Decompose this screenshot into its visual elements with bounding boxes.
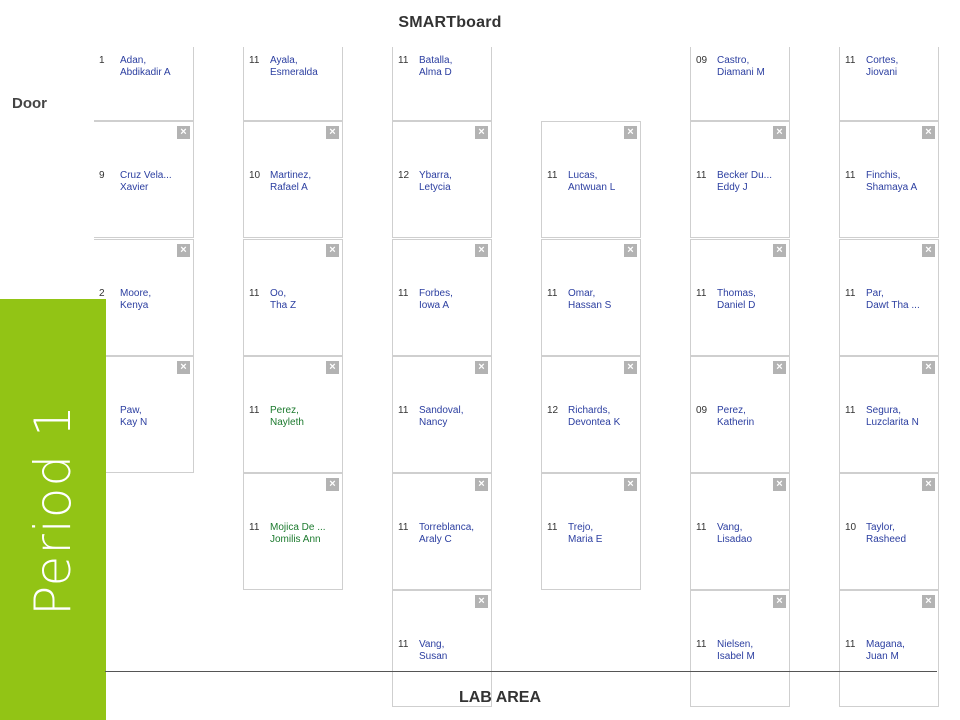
remove-icon[interactable]: × [177, 244, 190, 257]
student-grade: 11 [249, 288, 260, 299]
student-first-name: Luzclarita N [866, 417, 919, 428]
student-first-name: Nayleth [270, 417, 304, 428]
student-grade: 11 [696, 522, 707, 533]
student-last-name: Adan, [120, 55, 147, 66]
student-name-link[interactable] [419, 170, 493, 194]
student-grade: 11 [249, 55, 260, 66]
remove-icon[interactable]: × [773, 244, 786, 257]
student-last-name: Richards, [568, 405, 611, 416]
seat-card[interactable] [839, 121, 939, 238]
student-first-name: Abdikadir A [120, 67, 171, 78]
student-last-name: Castro, [717, 55, 750, 66]
student-first-name: Devontea K [568, 417, 621, 428]
student-name-link[interactable] [717, 405, 791, 429]
student-grade: 11 [249, 405, 260, 416]
student-last-name: Ayala, [270, 55, 298, 66]
student-grade: 11 [547, 522, 558, 533]
remove-icon[interactable]: × [326, 244, 339, 257]
student-name-link[interactable] [120, 288, 194, 312]
student-grade: 11 [845, 170, 856, 181]
student-first-name: Antwuan L [568, 182, 616, 193]
remove-icon[interactable]: × [475, 244, 488, 257]
student-first-name: Jomilis Ann [270, 534, 321, 545]
student-last-name: Lucas, [568, 170, 598, 181]
seat-card[interactable] [690, 47, 790, 121]
seat-card[interactable] [243, 473, 343, 590]
student-name-link[interactable] [866, 170, 940, 194]
student-name-link[interactable] [866, 288, 940, 312]
student-last-name: Vang, [419, 639, 445, 650]
seat-card[interactable] [839, 239, 939, 356]
student-first-name: Araly C [419, 534, 452, 545]
student-name-link[interactable] [866, 405, 940, 429]
student-grade: 11 [398, 522, 409, 533]
student-last-name: Paw, [120, 405, 142, 416]
student-grade: 11 [398, 55, 409, 66]
student-last-name: Finchis, [866, 170, 901, 181]
seat-card[interactable] [392, 121, 492, 238]
student-last-name: Becker Du... [717, 170, 773, 181]
student-name-link[interactable] [270, 170, 344, 194]
remove-icon[interactable]: × [773, 595, 786, 608]
student-grade: 11 [398, 405, 409, 416]
student-first-name: Katherin [717, 417, 755, 428]
student-name-link[interactable] [717, 288, 791, 312]
seat-card[interactable] [243, 239, 343, 356]
student-name-link[interactable] [270, 522, 344, 546]
student-name-link[interactable] [866, 522, 940, 546]
seat-card[interactable] [541, 473, 641, 590]
student-name-link[interactable] [568, 170, 642, 194]
student-first-name: Juan M [866, 651, 899, 662]
student-grade: 1 [99, 55, 105, 66]
remove-icon[interactable]: × [922, 361, 935, 374]
student-first-name: Maria E [568, 534, 603, 545]
remove-icon[interactable]: × [773, 478, 786, 491]
remove-icon[interactable]: × [922, 244, 935, 257]
student-grade: 11 [547, 170, 558, 181]
remove-icon[interactable]: × [475, 361, 488, 374]
student-grade: 11 [845, 288, 856, 299]
student-last-name: Vang, [717, 522, 743, 533]
student-name-link[interactable] [270, 288, 344, 312]
student-name-link[interactable] [568, 405, 642, 429]
seat-card[interactable] [690, 239, 790, 356]
student-first-name: Alma D [419, 67, 452, 78]
student-first-name: Kenya [120, 300, 149, 311]
student-grade: 11 [696, 288, 707, 299]
seat-card[interactable] [94, 239, 194, 356]
student-last-name: Sandoval, [419, 405, 464, 416]
seat-card[interactable] [243, 47, 343, 121]
student-last-name: Par, [866, 288, 884, 299]
remove-icon[interactable]: × [177, 126, 190, 139]
seat-card[interactable] [392, 239, 492, 356]
student-first-name: Hassan S [568, 300, 612, 311]
student-last-name: Nielsen, [717, 639, 754, 650]
remove-icon[interactable]: × [475, 126, 488, 139]
seat-card[interactable] [243, 356, 343, 473]
student-first-name: Esmeralda [270, 67, 318, 78]
student-first-name: Letycia [419, 182, 451, 193]
remove-icon[interactable]: × [624, 244, 637, 257]
student-last-name: Cortes, [866, 55, 899, 66]
student-name-link[interactable] [120, 405, 194, 429]
remove-icon[interactable]: × [773, 126, 786, 139]
student-last-name: Magana, [866, 639, 905, 650]
student-name-link[interactable] [419, 639, 493, 663]
student-grade: 11 [845, 405, 856, 416]
remove-icon[interactable]: × [922, 126, 935, 139]
remove-icon[interactable]: × [326, 361, 339, 374]
student-name-link[interactable] [120, 170, 194, 194]
remove-icon[interactable]: × [624, 361, 637, 374]
student-grade: 9 [99, 170, 105, 181]
student-grade: 11 [398, 639, 409, 650]
remove-icon[interactable]: × [475, 478, 488, 491]
remove-icon[interactable]: × [922, 595, 935, 608]
seat-card[interactable] [94, 356, 194, 473]
student-last-name: Batalla, [419, 55, 453, 66]
student-first-name: Xavier [120, 182, 149, 193]
student-first-name: Isabel M [717, 651, 755, 662]
student-name-link[interactable] [120, 55, 194, 79]
student-name-link[interactable] [717, 522, 791, 546]
student-last-name: Oo, [270, 288, 287, 299]
student-grade: 10 [845, 522, 857, 533]
seat-card[interactable] [94, 121, 194, 238]
student-name-link[interactable] [717, 55, 791, 79]
student-grade: 11 [547, 288, 558, 299]
student-last-name: Martinez, [270, 170, 312, 181]
student-first-name: Diamani M [717, 67, 765, 78]
student-grade: 11 [249, 522, 260, 533]
seat-card[interactable] [392, 356, 492, 473]
seat-card[interactable] [392, 47, 492, 121]
seat-card[interactable] [243, 121, 343, 238]
student-name-link[interactable] [419, 55, 493, 79]
student-grade: 09 [696, 55, 708, 66]
student-first-name: Iowa A [419, 300, 450, 311]
student-last-name: Ybarra, [419, 170, 452, 181]
seat-card[interactable] [839, 473, 939, 590]
remove-icon[interactable]: × [177, 361, 190, 374]
student-first-name: Rasheed [866, 534, 907, 545]
student-grade: 12 [398, 170, 410, 181]
lab-area-label: LAB AREA [458, 689, 542, 706]
student-name-link[interactable] [568, 522, 642, 546]
seat-card[interactable] [690, 121, 790, 238]
student-last-name: Omar, [568, 288, 596, 299]
student-first-name: Daniel D [717, 300, 756, 311]
remove-icon[interactable]: × [624, 478, 637, 491]
remove-icon[interactable]: × [326, 126, 339, 139]
student-name-link[interactable] [270, 405, 344, 429]
student-grade: 11 [696, 170, 707, 181]
student-name-link[interactable] [717, 170, 791, 194]
student-grade: 11 [398, 288, 409, 299]
student-first-name: Kay N [120, 417, 148, 428]
seat-card[interactable] [839, 356, 939, 473]
student-first-name: Shamaya A [866, 182, 918, 193]
student-first-name: Nancy [419, 417, 448, 428]
smartboard-label: SMARTboard [398, 14, 502, 31]
student-name-link[interactable] [419, 522, 493, 546]
student-last-name: Perez, [717, 405, 746, 416]
remove-icon[interactable]: × [475, 595, 488, 608]
remove-icon[interactable]: × [773, 361, 786, 374]
student-last-name: Perez, [270, 405, 299, 416]
student-last-name: Cruz Vela... [120, 170, 172, 181]
student-grade: 11 [845, 639, 856, 650]
seat-card[interactable] [690, 473, 790, 590]
student-first-name: Eddy J [717, 182, 748, 193]
student-name-link[interactable] [419, 405, 493, 429]
student-first-name: Dawt Tha ... [866, 300, 920, 311]
seat-card[interactable] [94, 47, 194, 121]
seat-card[interactable] [541, 121, 641, 238]
student-name-link[interactable] [419, 288, 493, 312]
student-last-name: Mojica De ... [270, 522, 326, 533]
student-grade: 2 [99, 288, 105, 299]
student-name-link[interactable] [568, 288, 642, 312]
student-first-name: Rafael A [270, 182, 308, 193]
student-grade: 10 [249, 170, 261, 181]
student-name-link[interactable] [270, 55, 344, 79]
remove-icon[interactable]: × [624, 126, 637, 139]
remove-icon[interactable]: × [922, 478, 935, 491]
student-last-name: Moore, [120, 288, 152, 299]
student-last-name: Thomas, [717, 288, 756, 299]
student-last-name: Segura, [866, 405, 902, 416]
student-name-link[interactable] [866, 639, 940, 663]
lab-area-divider [105, 671, 937, 672]
student-last-name: Forbes, [419, 288, 453, 299]
seat-card[interactable] [541, 239, 641, 356]
period-label: Period 1 [24, 404, 82, 616]
student-grade: 11 [845, 55, 856, 66]
student-first-name: Lisadao [717, 534, 753, 545]
student-first-name: Tha Z [270, 300, 297, 311]
student-first-name: Susan [419, 651, 448, 662]
student-first-name: Jiovani [866, 67, 898, 78]
student-name-link[interactable] [866, 55, 940, 79]
remove-icon[interactable]: × [326, 478, 339, 491]
student-last-name: Taylor, [866, 522, 895, 533]
seat-card[interactable] [392, 473, 492, 590]
seat-card[interactable] [541, 356, 641, 473]
student-grade: 11 [696, 639, 707, 650]
student-last-name: Torreblanca, [419, 522, 475, 533]
student-grade: 09 [696, 405, 708, 416]
seat-card[interactable] [690, 356, 790, 473]
seat-card[interactable] [839, 47, 939, 121]
student-last-name: Trejo, [568, 522, 594, 533]
door-label: Door [12, 95, 47, 112]
student-name-link[interactable] [717, 639, 791, 663]
student-grade: 12 [547, 405, 559, 416]
